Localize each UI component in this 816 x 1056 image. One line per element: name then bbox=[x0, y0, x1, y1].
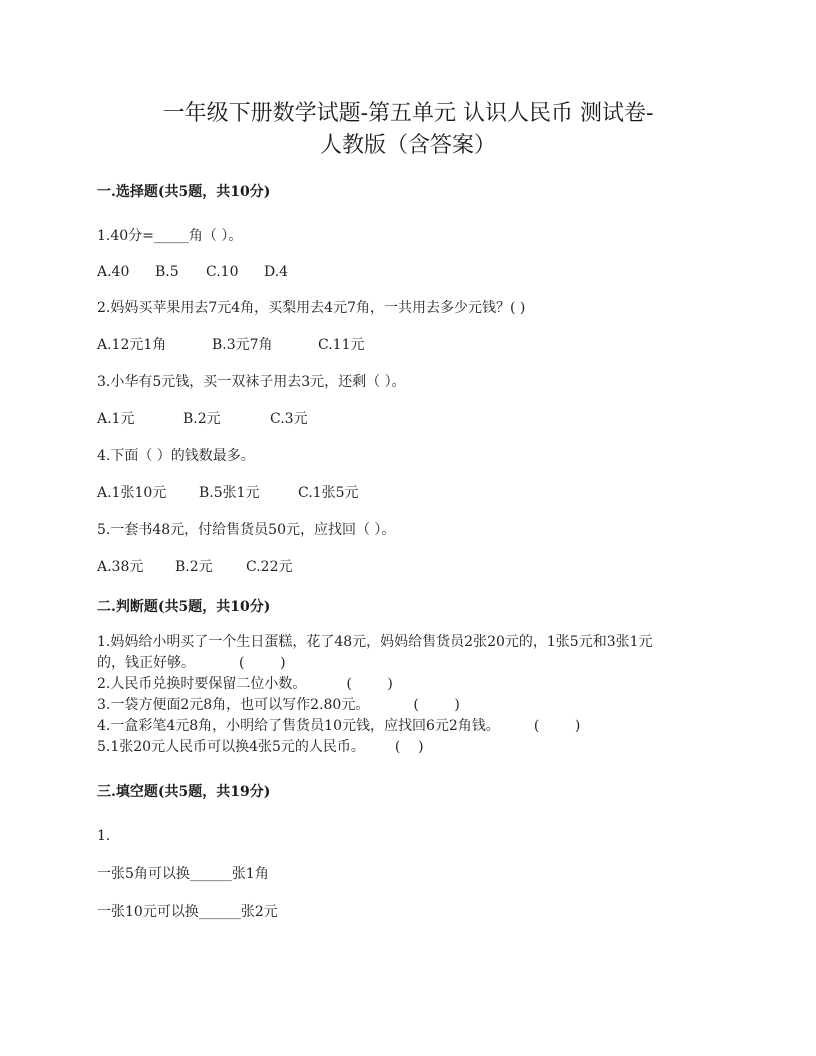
option: A.12元1角 bbox=[97, 337, 167, 353]
tf-item-text: 的，钱正好够。 bbox=[97, 655, 195, 671]
option: B.3元7角 bbox=[212, 337, 273, 353]
option: B.5张1元 bbox=[199, 485, 260, 501]
fill-question-1-line-2: 一张10元可以换______张2元 bbox=[97, 904, 278, 920]
exam-content bbox=[97, 182, 737, 922]
section-heading-fill-blank: 三.填空题(共5题，共19分) bbox=[97, 784, 271, 800]
tf-item-text: 5.1张20元人民币可以换4张5元的人民币。 bbox=[97, 739, 365, 755]
question-5: 5.一套书48元，付给售货员50元，应找回（ ）。 bbox=[97, 522, 396, 538]
question-2: 2.妈妈买苹果用去7元4角，买梨用去4元7角，一共用去多少元钱？( ) bbox=[97, 300, 526, 316]
question-3: 3.小华有5元钱，买一双袜子用去3元，还剩（ ）。 bbox=[97, 374, 406, 390]
fill-question-1-line-1: 一张5角可以换______张1角 bbox=[97, 866, 269, 882]
option: B.2元 bbox=[183, 411, 221, 427]
tf-item-text: 2.人民币兑换时要保留二位小数。 bbox=[97, 676, 307, 692]
option: A.1元 bbox=[97, 411, 135, 427]
option: D.4 bbox=[264, 264, 289, 280]
section-heading-choice: 一.选择题(共5题，共10分) bbox=[97, 184, 271, 200]
tf-item-1-line-1: 1.妈妈给小明买了一个生日蛋糕，花了48元，妈妈给售货员2张20元的，1张5元和3张1元 bbox=[97, 634, 653, 650]
option: B.5 bbox=[155, 264, 179, 280]
answer-paren: ( ) bbox=[394, 739, 424, 755]
tf-item-2 bbox=[97, 674, 737, 695]
options-1 bbox=[97, 262, 737, 282]
section-heading-true-false: 二.判断题(共5题，共10分) bbox=[97, 599, 271, 615]
option: A.1张10元 bbox=[97, 485, 167, 501]
tf-item-1-line-2 bbox=[97, 653, 737, 674]
title-line-1: 一年级下册数学试题-第五单元 认识人民币 测试卷- bbox=[162, 101, 654, 126]
answer-paren: ( ) bbox=[413, 697, 460, 713]
tf-item-text: 3.一袋方便面2元8角，也可以写作2.80元。 bbox=[97, 697, 370, 713]
options-3 bbox=[97, 409, 737, 429]
fill-question-1-number: 1. bbox=[97, 828, 111, 844]
option: C.10 bbox=[206, 264, 239, 280]
options-5 bbox=[97, 557, 737, 577]
option: B.2元 bbox=[175, 559, 213, 575]
option: C.11元 bbox=[318, 337, 365, 353]
answer-paren: ( ) bbox=[346, 676, 393, 692]
document-title bbox=[0, 98, 816, 162]
tf-item-4 bbox=[97, 716, 737, 737]
tf-item-text: 4.一盒彩笔4元8角，小明给了售货员10元钱，应找回6元2角钱。 bbox=[97, 718, 500, 734]
options-2 bbox=[97, 335, 737, 355]
option: C.22元 bbox=[246, 559, 293, 575]
tf-item-3 bbox=[97, 695, 737, 716]
option: A.38元 bbox=[97, 559, 144, 575]
option: A.40 bbox=[97, 264, 130, 280]
option: C.3元 bbox=[270, 411, 308, 427]
question-1: 1.40分=_____角（ ）。 bbox=[97, 228, 243, 244]
answer-paren: ( ) bbox=[533, 718, 581, 734]
option: C.1张5元 bbox=[298, 485, 359, 501]
question-4: 4.下面（ ）的钱数最多。 bbox=[97, 448, 255, 464]
tf-item-5 bbox=[97, 737, 737, 758]
title-line-2: 人教版（含答案） bbox=[319, 133, 496, 158]
answer-paren: ( ) bbox=[239, 655, 286, 671]
options-4 bbox=[97, 483, 737, 503]
